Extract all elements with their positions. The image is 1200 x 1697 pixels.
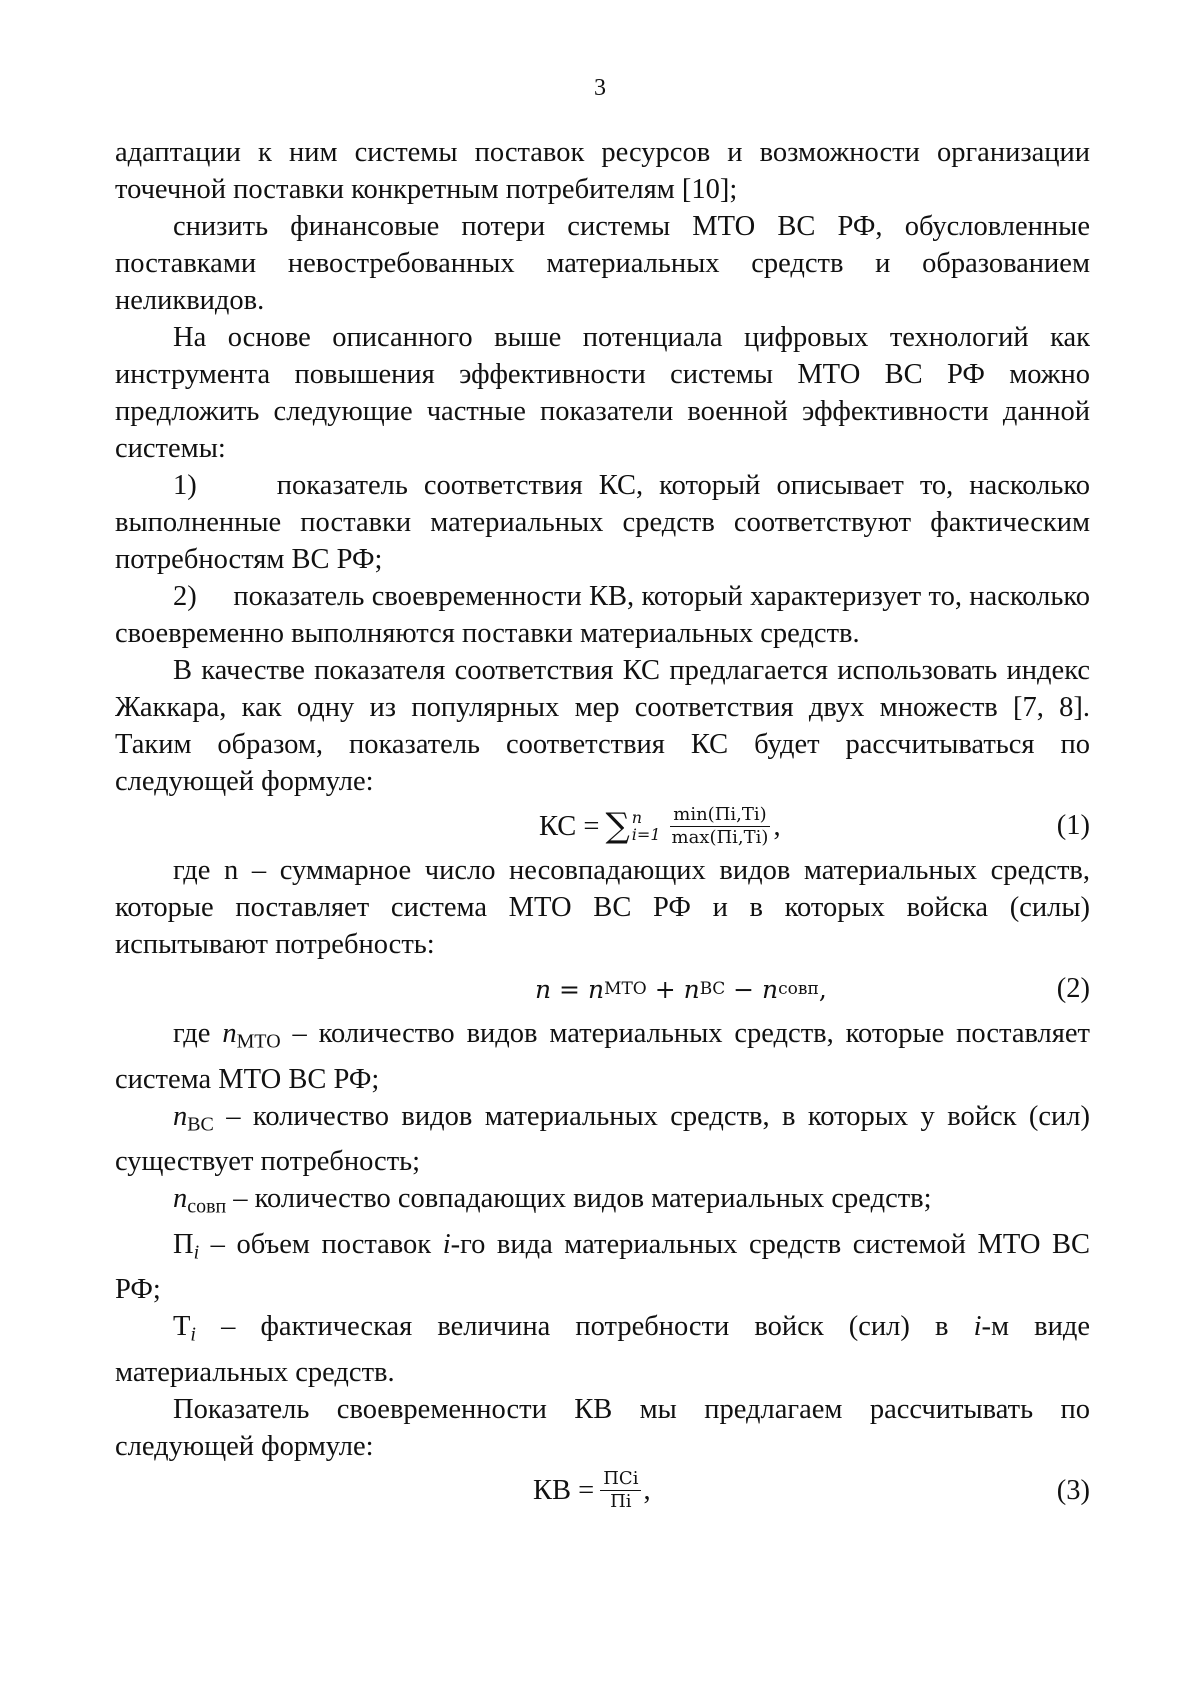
equation-number-2: (2) [1056, 973, 1090, 1004]
index-i: i [442, 1228, 451, 1260]
variable-subscript: МТО [236, 1030, 281, 1053]
variable-p: П [173, 1228, 194, 1260]
document-body [115, 134, 1090, 1517]
sum-upper-limit: n [631, 808, 643, 827]
formula-1-comma: , [773, 810, 781, 842]
formula-2-sub-sovp: совп [778, 978, 819, 999]
formula-2-sub-vs: ВС [699, 978, 726, 999]
page-number: 3 [594, 75, 606, 101]
variable-n: n [173, 1183, 188, 1215]
formula-2-equals: = [551, 974, 588, 1004]
formula-2-plus: + [646, 974, 684, 1004]
formula-3-lhs: КВ = [533, 1475, 595, 1507]
definition-n-mto [115, 1015, 1090, 1098]
formula-1-fraction [669, 805, 772, 848]
formula-2-sub-mto: МТО [604, 978, 647, 999]
index-i: i [973, 1311, 982, 1343]
formula-3-denominator: Пi [610, 1491, 632, 1513]
variable-subscript: i [190, 1323, 196, 1346]
sum-lower-limit: i=1 [631, 825, 661, 844]
formula-1-denominator: max(Пi,Тi) [671, 826, 769, 848]
formula-2 [115, 963, 1090, 1015]
definition-text: – количество видов материальных средств, в которых у войск (сил) существует потребность; [115, 1100, 1090, 1178]
definition-n-vs [115, 1098, 1090, 1181]
formula-1 [115, 800, 1090, 852]
formula-2-n: n [535, 974, 552, 1004]
variable-n: n [222, 1018, 237, 1049]
paragraph-1: адаптации к ним системы поставок ресурсов и возможности организации точечной поставки конкретным потребителям [10]; [115, 137, 1090, 205]
formula-2-n-sovp: n [762, 974, 779, 1004]
formula-2-minus: − [725, 974, 763, 1004]
formula-1-numerator: min(Пi,Тi) [670, 805, 769, 827]
definition-t-i [115, 1308, 1090, 1391]
variable-t: Т [173, 1311, 191, 1343]
definition-text: – фактическая величина потребности войск (сил) в [195, 1311, 974, 1343]
definition-text: – количество совпадающих видов материальных средств; [226, 1183, 932, 1215]
paragraph-2: снизить финансовые потери системы МТО ВС РФ, обусловленные поставками невостребованных материальных средств и образованием неликвидов. [115, 211, 1090, 316]
paragraph-3: На основе описанного выше потенциала цифровых технологий как инструмента повышения эффективности системы МТО ВС РФ можно предложить следующие частные показатели военной эффективности данной системы: [115, 322, 1090, 464]
definition-text-continued: -го вида материальных средств системой МТО ВС РФ; [115, 1228, 1090, 1306]
definition-text-continued: -м виде материальных средств. [115, 1311, 1090, 1388]
equation-number-1: (1) [1056, 810, 1090, 841]
formula-3-numerator: ПСi [600, 1469, 641, 1491]
definition-prefix: где [173, 1018, 223, 1049]
variable-subscript: совп [187, 1195, 227, 1218]
paragraph-6: Показатель своевременности КВ мы предлагаем рассчитывать по следующей формуле: [115, 1393, 1090, 1462]
variable-subscript: i [193, 1241, 200, 1264]
definition-p-i [115, 1226, 1090, 1309]
formula-1-lhs: КС = [539, 810, 600, 842]
definition-text: – количество видов материальных средств, которые поставляет система МТО ВС РФ; [115, 1018, 1090, 1095]
equation-number-3: (3) [1056, 1474, 1090, 1506]
sum-symbol: ∑ [605, 805, 630, 846]
formula-3-comma: , [643, 1475, 651, 1507]
variable-n: n [173, 1100, 188, 1132]
sum-limits [632, 809, 661, 843]
formula-2-n-mto: n [587, 974, 605, 1004]
formula-3 [115, 1465, 1090, 1517]
paragraph-5: где n – суммарное число несовпадающих видов материальных средств, которые поставляет система МТО ВС РФ и в которых войска (силы) испытывают потребность: [115, 855, 1090, 960]
definition-text: – объем поставок [199, 1228, 443, 1260]
formula-2-n-vs: n [683, 974, 700, 1004]
formula-2-comma: , [818, 974, 827, 1004]
paragraph-4: В качестве показателя соответствия КС предлагается использовать индекс Жаккара, как одну из популярных мер соответствия двух множеств [7, 8]. Таким образом, показатель соответствия КС будет рассчитываться по следующей формуле: [115, 655, 1090, 797]
definition-n-sovp [115, 1180, 1090, 1226]
list-item-1: 1) показатель соответствия КС, который описывает то, насколько выполненные поставки материальных средств соответствуют фактическим потребностям ВС РФ; [115, 470, 1090, 575]
formula-3-fraction [600, 1469, 641, 1512]
variable-subscript: ВС [187, 1113, 214, 1136]
list-item-2: 2) показатель своевременности КВ, который характеризует то, насколько своевременно выполняются поставки материальных средств. [115, 581, 1090, 649]
